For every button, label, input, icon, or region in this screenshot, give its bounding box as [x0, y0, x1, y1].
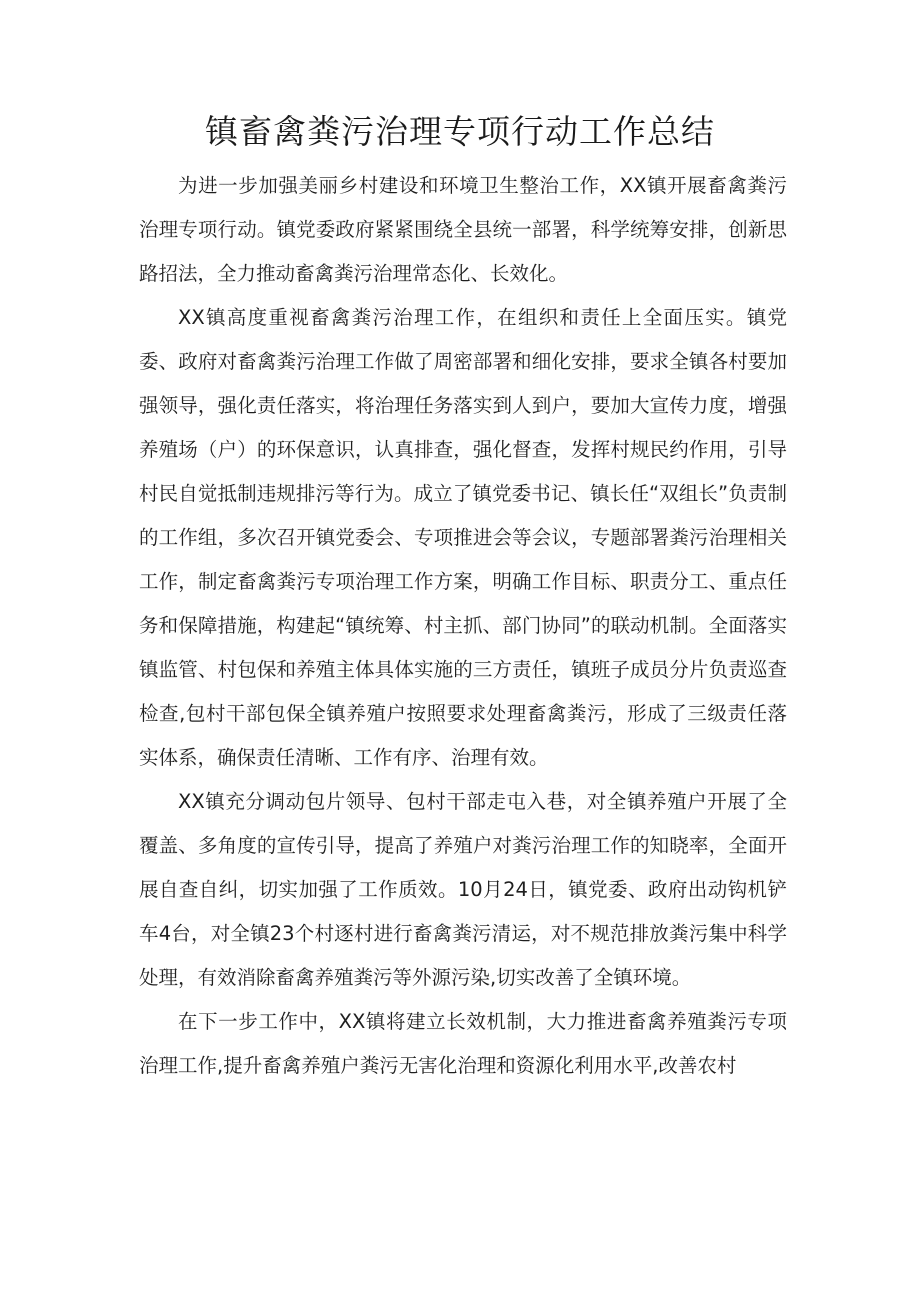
paragraph-organization: XX镇高度重视畜禽粪污治理工作，在组织和责任上全面压实。镇党委、政府对畜禽粪污治理工作做了周密部署和细化安排，要求全镇各村要加强领导，强化责任落实，将治理任务落实到人到户，要加大宣传力度，增强养殖场（户）的环保意识，认真排查，强化督查，发挥村规民约作用，引导村民自觉抵制违规排污等行为。成立了镇党委书记、镇长任“双组长”负责制的工作组，多次召开镇党委会、专项推进会等会议，专题部署粪污治理相关工作，制定畜禽粪污专项治理工作方案，明确工作目标、职责分工、重点任务和保障措施，构建起“镇统筹、村主抓、部门协同”的联动机制。全面落实镇监管、村包保和养殖主体具体实施的三方责任，镇班子成员分片负责巡查检查,包村干部包保全镇养殖户按照要求处理畜禽粪污，形成了三级责任落实体系，确保责任清晰、工作有序、治理有效。 [139, 306, 787, 769]
paragraph-publicity-cleanup: XX镇充分调动包片领导、包村干部走屯入巷，对全镇养殖户开展了全覆盖、多角度的宣传引导，提高了养殖户对粪污治理工作的知晓率，全面开展自查自纠，切实加强了工作质效。10月24日，镇党委、政府出动钩机铲车4台，对全镇23个村逐村进行畜禽粪污清运，对不规范排放粪污集中科学处理，有效消除畜禽养殖粪污等外源污染,切实改善了全镇环境。 [139, 790, 787, 989]
paragraph-next-steps: 在下一步工作中，XX镇将建立长效机制，大力推进畜禽养殖粪污专项治理工作,提升畜禽养殖户粪污无害化治理和资源化利用水平,改善农村 [139, 1010, 787, 1077]
paragraph-intro: 为进一步加强美丽乡村建设和环境卫生整治工作，XX镇开展畜禽粪污治理专项行动。镇党委政府紧紧围绕全县统一部署，科学统筹安排，创新思路招法，全力推动畜禽粪污治理常态化、长效化。 [139, 174, 787, 285]
document-title: 镇畜禽粪污治理专项行动工作总结 [205, 112, 715, 151]
document-body [139, 164, 787, 1088]
